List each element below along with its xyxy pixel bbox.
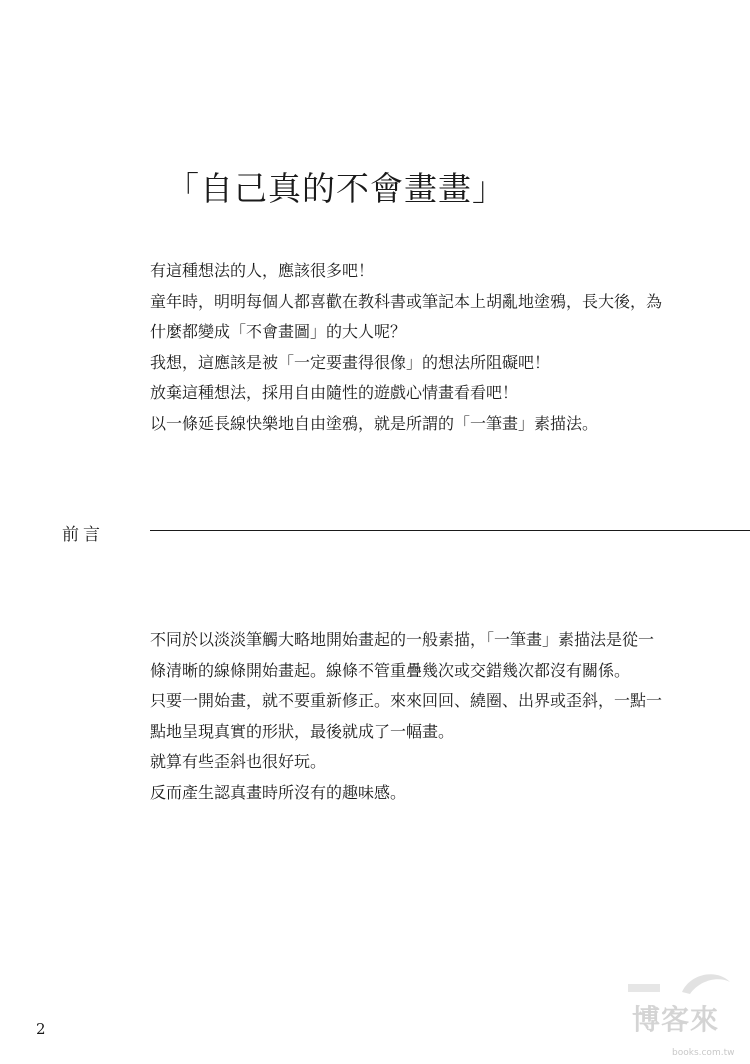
body-paragraph bbox=[150, 625, 720, 808]
intro-line: 什麼都變成「不會畫圖」的大人呢？ bbox=[150, 322, 407, 341]
intro-paragraph bbox=[150, 256, 720, 439]
watermark-url: books.com.tw bbox=[672, 1048, 735, 1058]
page-title: 「自己真的不會畫畫」 bbox=[166, 169, 506, 208]
body-line: 條清晰的線條開始畫起。線條不管重疊幾次或交錯幾次都沒有關係。 bbox=[150, 660, 631, 680]
intro-line: 有這種想法的人，應該很多吧！ bbox=[150, 261, 375, 280]
body-line: 反而產生認真畫時所沒有的趣味感。 bbox=[150, 782, 407, 802]
watermark-text: 博客來 bbox=[632, 1003, 720, 1036]
intro-line: 放棄這種想法，採用自由隨性的遊戲心情畫看看吧！ bbox=[150, 383, 519, 402]
body-line: 不同於以淡淡筆觸大略地開始畫起的一般素描，「一筆畫」素描法是從一 bbox=[150, 630, 655, 649]
page-number: 2 bbox=[36, 1020, 46, 1038]
section-label: 前言 bbox=[62, 525, 104, 545]
intro-line: 我想，這應該是被「一定要畫得很像」的想法所阻礙吧！ bbox=[150, 352, 551, 372]
body-line: 只要一開始畫，就不要重新修正。來來回回、繞圈、出界或歪斜，一點一 bbox=[150, 691, 663, 710]
section-header bbox=[62, 516, 750, 550]
section-divider bbox=[150, 530, 750, 531]
body-line: 就算有些歪斜也很好玩。 bbox=[150, 752, 327, 771]
intro-line: 童年時，明明每個人都喜歡在教科書或筆記本上胡亂地塗鴉，長大後，為 bbox=[150, 291, 663, 311]
body-line: 點地呈現真實的形狀，最後就成了一幅畫。 bbox=[150, 721, 455, 741]
watermark-logo bbox=[620, 960, 740, 1060]
intro-line: 以一條延長線快樂地自由塗鴉，就是所謂的「一筆畫」素描法。 bbox=[150, 413, 599, 433]
